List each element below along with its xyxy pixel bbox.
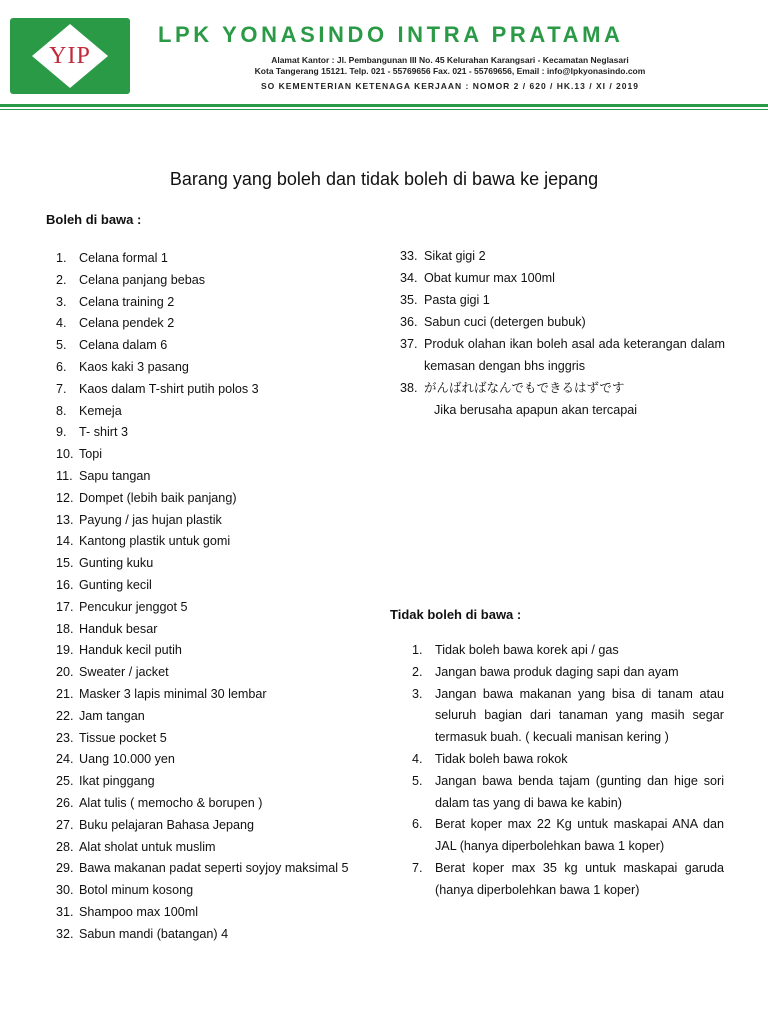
address-line-2: Kota Tangerang 15121. Telp. 021 - 55769656 Fax. 021 - 55769656, Email : info@lpkyonasindo.com <box>254 66 646 76</box>
list-item-text: Buku pelajaran Bahasa Jepang <box>79 817 255 832</box>
list-item <box>400 289 725 311</box>
list-item <box>56 554 376 576</box>
list-item-number: 4. <box>412 751 423 766</box>
letterhead <box>0 0 768 118</box>
list-item-number: 30. <box>56 883 74 898</box>
tidak-heading: Tidak boleh di bawa : <box>390 607 522 622</box>
list-item-number: 6. <box>412 817 423 832</box>
company-logo <box>10 18 130 94</box>
list-item-text: Tidak boleh bawa korek api / gas <box>435 643 619 657</box>
list-item <box>56 576 376 598</box>
list-item-text: Celana dalam 6 <box>79 338 168 353</box>
list-item-text: Dompet (lebih baik panjang) <box>79 490 237 505</box>
list-item-number: 1. <box>412 643 423 657</box>
list-item-number: 5. <box>56 338 67 353</box>
list-item-text: Jam tangan <box>79 708 145 723</box>
list-item-number: 32. <box>56 926 74 941</box>
list-item-text: Celana formal 1 <box>79 251 168 265</box>
list-item-number: 3. <box>56 294 67 309</box>
list-item <box>56 336 376 358</box>
list-item-number: 22. <box>56 708 74 723</box>
list-item-number: 8. <box>56 403 67 418</box>
list-item-text: Kantong plastik untuk gomi <box>79 534 231 549</box>
list-item-number: 12. <box>56 490 74 505</box>
list-item-text: Botol minum kosong <box>79 883 194 898</box>
list-item-text: Alat tulis ( memocho & borupen ) <box>79 795 263 810</box>
boleh-list-right <box>400 245 725 421</box>
list-item <box>56 598 376 620</box>
list-item-text: Gunting kuku <box>79 556 154 571</box>
list-item-text: Handuk besar <box>79 621 158 636</box>
list-item-number: 14. <box>56 534 74 549</box>
list-item <box>412 814 724 858</box>
list-item <box>56 925 376 947</box>
list-item-text: Kaos kaki 3 pasang <box>79 359 189 374</box>
list-item-text: Kaos dalam T-shirt putih polos 3 <box>79 381 259 396</box>
list-item-text: Sapu tangan <box>79 468 151 483</box>
list-item <box>56 707 376 729</box>
list-item <box>56 467 376 489</box>
list-item-text: Sweater / jacket <box>79 665 169 680</box>
list-item <box>56 423 376 445</box>
list-item <box>56 772 376 794</box>
address-line-1: Alamat Kantor : Jl. Pembangunan III No. 45 Kelurahan Karangsari - Kecamatan Neglasari <box>271 55 629 65</box>
list-item-text: Jangan bawa benda tajam (gunting dan hige sori dalam tas yang di bawa ke kabin) <box>435 773 724 810</box>
list-item-text: Produk olahan ikan boleh asal ada keterangan dalam kemasan dengan bhs inggris <box>424 337 725 373</box>
list-item-number: 26. <box>56 795 74 810</box>
list-item <box>412 749 724 771</box>
list-item <box>412 640 724 662</box>
list-item-text: Jangan bawa makanan yang bisa di tanam atau seluruh bagian dari tanaman yang masih segar termasuk buah. ( kecuali manisan kering ) <box>435 686 724 745</box>
list-item-text: Handuk kecil putih <box>79 643 182 658</box>
list-item-number: 27. <box>56 817 74 832</box>
list-item <box>56 532 376 554</box>
list-item <box>400 245 725 267</box>
list-item-text: Uang 10.000 yen <box>79 752 175 767</box>
list-item <box>56 663 376 685</box>
list-item-text: Pasta gigi 1 <box>424 293 490 307</box>
list-item-text: Celana training 2 <box>79 294 175 309</box>
list-item-number: 13. <box>56 512 74 527</box>
list-item-text: Shampoo max 100ml <box>79 904 199 919</box>
list-item-number: 24. <box>56 752 74 767</box>
japanese-phrase: がんばればなんでもできるはずです <box>424 380 625 395</box>
list-item <box>412 662 724 684</box>
list-item-text: Berat koper max 35 kg untuk maskapai garuda (hanya diperbolehkan bawa 1 koper) <box>435 860 724 897</box>
list-item-text: Topi <box>79 447 103 462</box>
list-item <box>412 684 724 749</box>
list-item-number: 31. <box>56 904 74 919</box>
japanese-translation: Jika berusaha apapun akan tercapai <box>434 403 638 417</box>
list-item-number: 28. <box>56 839 74 854</box>
list-item <box>56 249 376 271</box>
list-item-number: 37. <box>400 337 418 351</box>
list-item-text: Sikat gigi 2 <box>424 249 486 263</box>
license-line: SO KEMENTERIAN KETENAGA KERJAAN : NOMOR 2 / 620 / HK.13 / XI / 2019 <box>261 81 639 91</box>
list-item-number: 34. <box>400 271 418 285</box>
boleh-list-left <box>56 249 376 947</box>
list-item-number: 2. <box>412 664 423 679</box>
list-item-number: 21. <box>56 686 74 701</box>
list-item <box>56 358 376 380</box>
list-item <box>56 685 376 707</box>
list-item-text: Gunting kecil <box>79 577 152 592</box>
document-title: Barang yang boleh dan tidak boleh di bawa ke jepang <box>169 169 599 189</box>
company-name: LPK YONASINDO INTRA PRATAMA <box>158 22 624 47</box>
list-item-number: 11. <box>56 468 73 483</box>
list-item-text: Tissue pocket 5 <box>79 730 167 745</box>
list-item-text: Alat sholat untuk muslim <box>79 839 216 854</box>
list-item-text: Obat kumur max 100ml <box>424 271 555 285</box>
list-item-text: Celana panjang bebas <box>79 272 206 287</box>
list-item <box>56 903 376 925</box>
list-item <box>56 881 376 903</box>
list-item <box>56 402 376 424</box>
list-item-text: Ikat pinggang <box>79 774 155 789</box>
list-item-number: 35. <box>400 293 418 307</box>
list-item <box>56 838 376 860</box>
list-item <box>56 620 376 642</box>
logo-text: YIP <box>49 43 91 69</box>
list-item-number: 33. <box>400 249 418 263</box>
list-item-text: Kemeja <box>79 403 122 418</box>
list-item <box>56 380 376 402</box>
list-item <box>400 267 725 289</box>
list-item-text: Pencukur jenggot 5 <box>79 599 188 614</box>
list-item-number: 3. <box>412 686 423 701</box>
list-item-text: Jangan bawa produk daging sapi dan ayam <box>435 664 679 679</box>
list-item <box>56 271 376 293</box>
letterhead-rule-thin <box>0 109 768 110</box>
tidak-list <box>412 640 724 902</box>
list-item-text: Berat koper max 22 Kg untuk maskapai ANA dan JAL (hanya diperbolehkan bawa 1 koper) <box>435 817 724 854</box>
list-item-text: Masker 3 lapis minimal 30 lembar <box>79 686 267 701</box>
list-item-text: Celana pendek 2 <box>79 316 175 331</box>
list-item-number: 19. <box>56 643 74 658</box>
list-item-number: 29. <box>56 861 74 876</box>
list-item <box>56 511 376 533</box>
list-item-number: 10. <box>56 447 74 462</box>
list-item <box>412 771 724 815</box>
list-item-number: 7. <box>412 860 423 875</box>
list-item-number: 9. <box>56 425 67 440</box>
list-item <box>56 859 376 881</box>
list-item-number: 7. <box>56 381 67 396</box>
list-item <box>56 816 376 838</box>
list-item-number: 4. <box>56 316 67 331</box>
list-item <box>56 794 376 816</box>
list-item-text: Payung / jas hujan plastik <box>79 512 222 527</box>
list-item-text: T- shirt 3 <box>79 425 128 440</box>
boleh-heading: Boleh di bawa : <box>46 212 142 227</box>
list-item-text: Tidak boleh bawa rokok <box>435 751 568 766</box>
list-item <box>56 293 376 315</box>
list-item-number: 36. <box>400 315 418 329</box>
list-item-number: 2. <box>56 272 67 287</box>
list-item <box>56 489 376 511</box>
letterhead-rule-thick <box>0 104 768 107</box>
list-item <box>56 750 376 772</box>
list-item-japanese <box>400 377 725 421</box>
list-item-text: Sabun mandi (batangan) 4 <box>79 926 229 941</box>
list-item-number: 16. <box>56 577 74 592</box>
list-item <box>56 314 376 336</box>
list-item-number: 23. <box>56 730 74 745</box>
list-item <box>56 445 376 467</box>
list-item <box>412 858 724 902</box>
list-item-text: Sabun cuci (detergen bubuk) <box>424 315 586 329</box>
list-item-number: 1. <box>56 251 67 265</box>
list-item <box>400 311 725 333</box>
list-item-number: 17. <box>56 599 74 614</box>
list-item <box>56 641 376 663</box>
list-item-text: Bawa makanan padat seperti soyjoy maksimal 5 <box>79 861 349 876</box>
list-item-number: 18. <box>56 621 74 636</box>
list-item <box>400 333 725 377</box>
list-item-number: 38. <box>400 381 418 395</box>
list-item <box>56 729 376 751</box>
list-item-number: 5. <box>412 773 423 788</box>
list-item-number: 25. <box>56 774 74 789</box>
list-item-number: 6. <box>56 359 67 374</box>
list-item-number: 20. <box>56 665 74 680</box>
list-item-number: 15. <box>56 556 74 571</box>
